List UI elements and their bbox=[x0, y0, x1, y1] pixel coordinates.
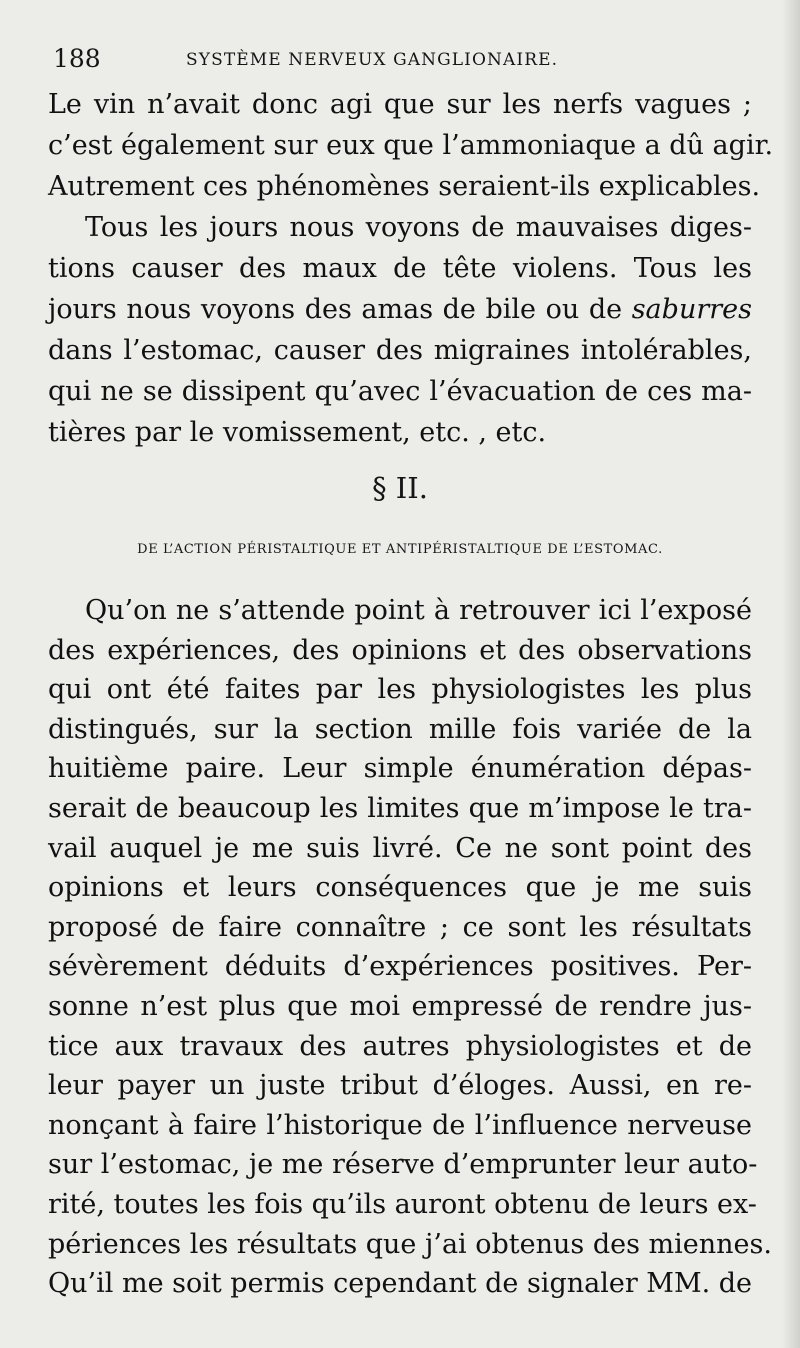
body-text-block bbox=[48, 591, 772, 1304]
text-line: Autrement ces phénomènes seraient-ils explicables. bbox=[48, 171, 761, 202]
text-line: huitième paire. Leur simple énumération dépas- bbox=[48, 753, 752, 785]
running-head: SYSTÈME NERVEUX GANGLIONAIRE. bbox=[186, 50, 559, 70]
text-line: Qu’il me soit permis cependant de signaler MM. de bbox=[48, 1268, 753, 1300]
text-line: tières par le vomissement, etc. , etc. bbox=[48, 417, 547, 448]
text-line: sonne n’est plus que moi empressé de rendre jus- bbox=[48, 990, 752, 1022]
text-line: des expériences, des opinions et des observations bbox=[48, 634, 752, 666]
section-subtitle: DE L’ACTION PÉRISTALTIQUE ET ANTIPÉRISTALTIQUE DE L’ESTOMAC. bbox=[137, 542, 663, 557]
text-line: sévèrement déduits d’expériences positives. Per- bbox=[48, 951, 752, 983]
page-header bbox=[48, 42, 748, 78]
italic-word: saburres bbox=[631, 294, 752, 325]
text-line: distingués, sur la section mille fois variée de la bbox=[48, 713, 752, 745]
text-line: opinions et leurs conséquences que je me suis bbox=[48, 872, 752, 904]
text-line: leur payer un juste tribut d’éloges. Aussi, en re- bbox=[48, 1070, 752, 1102]
text-line: tions causer des maux de tête violens. Tous les bbox=[48, 253, 752, 284]
page-number: 188 bbox=[53, 44, 101, 73]
top-text-block bbox=[48, 84, 774, 453]
text-line: serait de beaucoup les limites que m’impose le tra- bbox=[48, 792, 752, 824]
text-line: nonçant à faire l’historique de l’influence nerveuse bbox=[48, 1109, 752, 1141]
text-line bbox=[48, 289, 752, 330]
text-line: c’est également sur eux que l’ammoniaque a dû agir. bbox=[48, 130, 774, 161]
text-line: rité, toutes les fois qu’ils auront obtenu de leurs ex- bbox=[48, 1188, 757, 1220]
text-line: qui ne se dissipent qu’avec l’évacuation de ces ma- bbox=[48, 376, 752, 407]
text-line: proposé de faire connaître ; ce sont les résultats bbox=[48, 911, 752, 943]
text-line: Qu’on ne s’attende point à retrouver ici l’exposé bbox=[85, 595, 752, 626]
text-line: vail auquel je me suis livré. Ce ne sont point des bbox=[48, 832, 752, 864]
line-segment: jours nous voyons des amas de bile ou de bbox=[48, 294, 623, 325]
text-line: périences les résultats que j’ai obtenus des miennes. bbox=[48, 1228, 772, 1260]
text-line: sur l’estomac, je me réserve d’emprunter leur auto- bbox=[48, 1149, 758, 1181]
text-line: Tous les jours nous voyons de mauvaises diges- bbox=[85, 212, 752, 243]
text-line: tice aux travaux des autres physiologistes et de bbox=[48, 1030, 752, 1062]
text-line: dans l’estomac, causer des migraines intolérables, bbox=[48, 335, 752, 366]
text-line: qui ont été faites par les physiologistes les plus bbox=[48, 674, 752, 706]
section-heading: § II. bbox=[372, 471, 428, 505]
text-line: Le vin n’avait donc agi que sur les nerfs vagues ; bbox=[48, 89, 752, 120]
